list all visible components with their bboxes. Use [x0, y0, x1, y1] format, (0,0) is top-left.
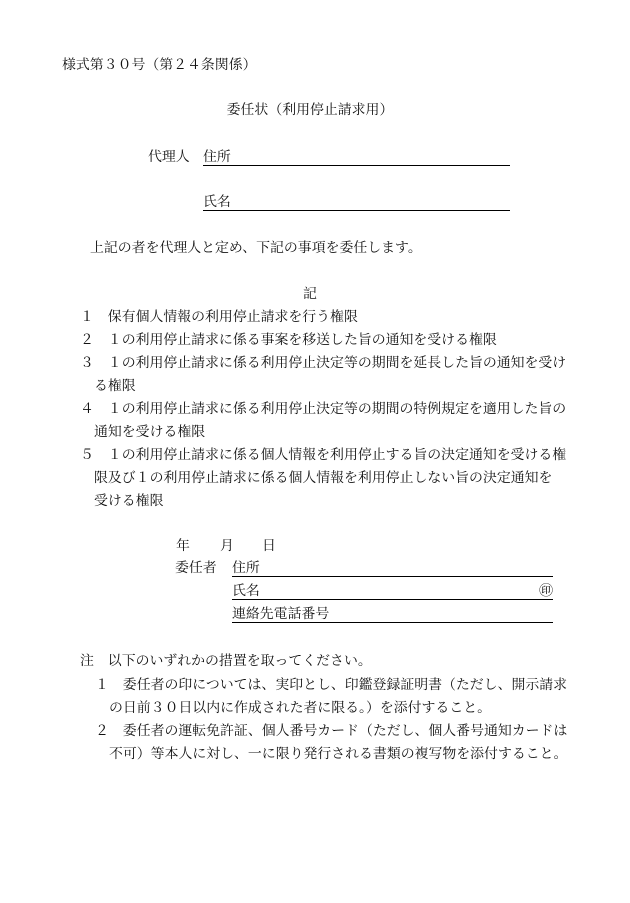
- item-text: １の利用停止請求に係る利用停止決定等の期間の特例規定を適用した旨の: [107, 401, 567, 417]
- note-item-text: 委任者の印については、実印とし、印鑑登録証明書（ただし、開示請求: [122, 677, 568, 693]
- note-item-text: 委任者の運転免許証、個人番号カード（ただし、個人番号通知カードは: [122, 723, 568, 739]
- note-item: [95, 677, 567, 693]
- item-text: １の利用停止請求に係る利用停止決定等の期間を延長した旨の通知を受け: [107, 355, 567, 371]
- delegator-phone-field: [232, 606, 553, 623]
- delegator-name-field: [232, 583, 553, 600]
- date-month-label: 月: [220, 538, 234, 554]
- form-number: 様式第３０号（第２４条関係）: [62, 57, 257, 73]
- item-text-continued: 限及び１の利用停止請求に係る個人情報を利用停止しない旨の決定通知を: [94, 470, 553, 486]
- note-label: 注: [80, 653, 94, 669]
- item-text: 保有個人情報の利用停止請求を行う権限: [107, 309, 358, 325]
- list-item: [80, 332, 497, 348]
- date-day-label: 日: [262, 538, 276, 554]
- item-text: １の利用停止請求に係る個人情報を利用停止する旨の決定通知を受ける権: [107, 447, 567, 463]
- seal-mark: ㊞: [539, 583, 553, 599]
- item-number: ４: [80, 401, 94, 417]
- item-text: １の利用停止請求に係る事案を移送した旨の通知を受ける権限: [107, 332, 497, 348]
- note-item-text-continued: 不可）等本人に対し、一に限り発行される書類の複写物を添付すること。: [109, 746, 568, 762]
- agent-name-field: [203, 194, 510, 211]
- date-year-label: 年: [176, 538, 190, 554]
- item-text-continued: 通知を受ける権限: [94, 424, 206, 440]
- note-item-text-continued: の日前３０日以内に作成された者に限る。）を添付すること。: [109, 700, 491, 716]
- list-item: [80, 309, 358, 325]
- note-item: [95, 723, 567, 739]
- delegator-phone-label: 連絡先電話番号: [232, 606, 330, 622]
- item-text-continued: 受ける権限: [94, 493, 164, 509]
- list-item: [80, 447, 566, 463]
- delegator-name-label: 氏名: [232, 583, 260, 599]
- delegator-label: 委任者: [175, 560, 217, 576]
- note-item-number: ２: [95, 723, 109, 739]
- item-number: １: [80, 309, 94, 325]
- agent-name-label: 氏名: [203, 194, 231, 210]
- delegator-address-field: [232, 560, 553, 577]
- agent-label: 代理人: [148, 149, 190, 165]
- agent-address-field: [203, 149, 510, 166]
- ki-heading: 記: [303, 286, 317, 302]
- list-item: [80, 401, 566, 417]
- agent-address-label: 住所: [203, 149, 231, 165]
- item-text-continued: る権限: [94, 378, 136, 394]
- document-title: 委任状（利用停止請求用）: [226, 102, 394, 118]
- item-number: ２: [80, 332, 94, 348]
- delegator-address-label: 住所: [232, 560, 260, 576]
- item-number: ５: [80, 447, 94, 463]
- intro-text: 上記の者を代理人と定め、下記の事項を委任します。: [90, 240, 422, 256]
- list-item: [80, 355, 566, 371]
- note-item-number: １: [95, 677, 109, 693]
- item-number: ３: [80, 355, 94, 371]
- note-heading: [80, 653, 372, 669]
- note-text: 以下のいずれかの措置を取ってください。: [107, 653, 372, 669]
